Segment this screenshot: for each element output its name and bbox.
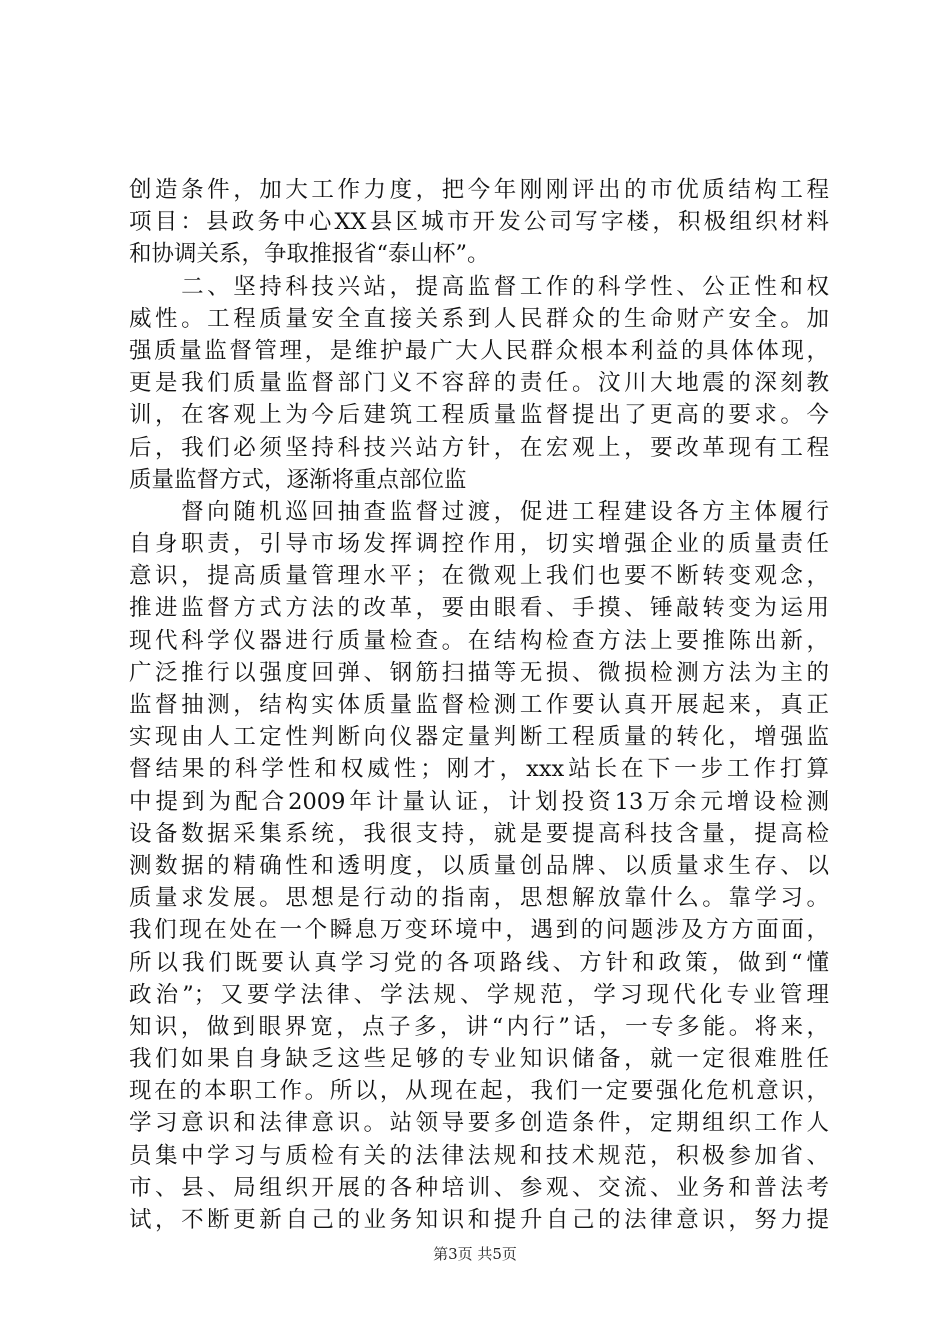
text-line: 和协调关系，争取推报省“泰山杯”。	[129, 241, 490, 268]
text-line: 更是我们质量监督部门义不容辞的责任。汶川大地震的深刻教	[129, 370, 829, 397]
text-line: 意识，提高质量管理水平；在微观上我们也要不断转变观念，	[129, 563, 829, 590]
text-line: 现代科学仪器进行质量检查。在结构检查方法上要推陈出新，	[129, 627, 829, 654]
text-line: 广泛推行以强度回弹、钢筋扫描等无损、微损检测方法为主的	[129, 659, 829, 686]
text-line: 测数据的精确性和透明度，以质量创品牌、以质量求生存、以	[129, 852, 829, 879]
text-line: 我们现在处在一个瞬息万变环境中，遇到的问题涉及方方面面，	[129, 917, 829, 944]
text-line: 学习意识和法律意识。站领导要多创造条件，定期组织工作人	[129, 1110, 829, 1137]
text-line: 督向随机巡回抽查监督过渡，促进工程建设各方主体履行	[129, 498, 829, 525]
text-line: 现在的本职工作。所以，从现在起，我们一定要强化危机意识，	[129, 1078, 829, 1105]
page-number-footer: 第3页 共5页	[433, 1245, 517, 1263]
text-line: 我们如果自身缺乏这些足够的专业知识储备，就一定很难胜任	[129, 1046, 829, 1073]
text-line: 试，不断更新自己的业务知识和提升自己的法律意识，努力提	[129, 1207, 829, 1233]
text-line: 二、坚持科技兴站，提高监督工作的科学性、公正性和权	[129, 273, 829, 300]
body-text	[129, 174, 829, 1236]
text-line: 知识，做到眼界宽，点子多，讲“内行”话，一专多能。将来，	[129, 1013, 829, 1040]
text-line: 实现由人工定性判断向仪器定量判断工程质量的转化，增强监	[129, 724, 829, 751]
text-line: 项目：县政务中心XX县区城市开发公司写字楼，积极组织材料	[129, 209, 829, 236]
text-line: 所以我们既要认真学习党的各项路线、方针和政策，做到“懂	[129, 949, 829, 976]
text-line: 自身职责，引导市场发挥调控作用，切实增强企业的质量责任	[129, 531, 829, 558]
text-line: 威性。工程质量安全直接关系到人民群众的生命财产安全。加	[129, 305, 829, 332]
text-line: 市、县、局组织开展的各种培训、参观、交流、业务和普法考	[129, 1174, 829, 1201]
text-line: 员集中学习与质检有关的法律法规和技术规范，积极参加省、	[129, 1142, 829, 1169]
text-line: 推进监督方式方法的改革，要由眼看、手摸、锤敲转变为运用	[129, 595, 829, 622]
text-line: 设备数据采集系统，我很支持，就是要提高科技含量，提高检	[129, 820, 829, 847]
text-line: 质量求发展。思想是行动的指南，思想解放靠什么。靠学习。	[129, 885, 829, 912]
text-line: 中提到为配合2009年计量认证，计划投资13万余元增设检测	[129, 788, 829, 815]
text-line: 质量监督方式，逐渐将重点部位监	[129, 466, 467, 493]
text-line: 强质量监督管理，是维护最广大人民群众根本利益的具体体现，	[129, 337, 829, 364]
text-line: 监督抽测，结构实体质量监督检测工作要认真开展起来，真正	[129, 692, 829, 718]
text-line: 训，在客观上为今后建筑工程质量监督提出了更高的要求。今	[129, 402, 829, 429]
text-line: 督结果的科学性和权威性；刚才，xxx站长在下一步工作打算	[129, 756, 829, 783]
text-line: 后，我们必须坚持科技兴站方针，在宏观上，要改革现有工程	[129, 434, 829, 461]
text-line: 政治”；又要学法律、学法规、学规范，学习现代化专业管理	[129, 981, 829, 1008]
text-line: 创造条件，加大工作力度，把今年刚刚评出的市优质结构工程	[129, 177, 829, 203]
